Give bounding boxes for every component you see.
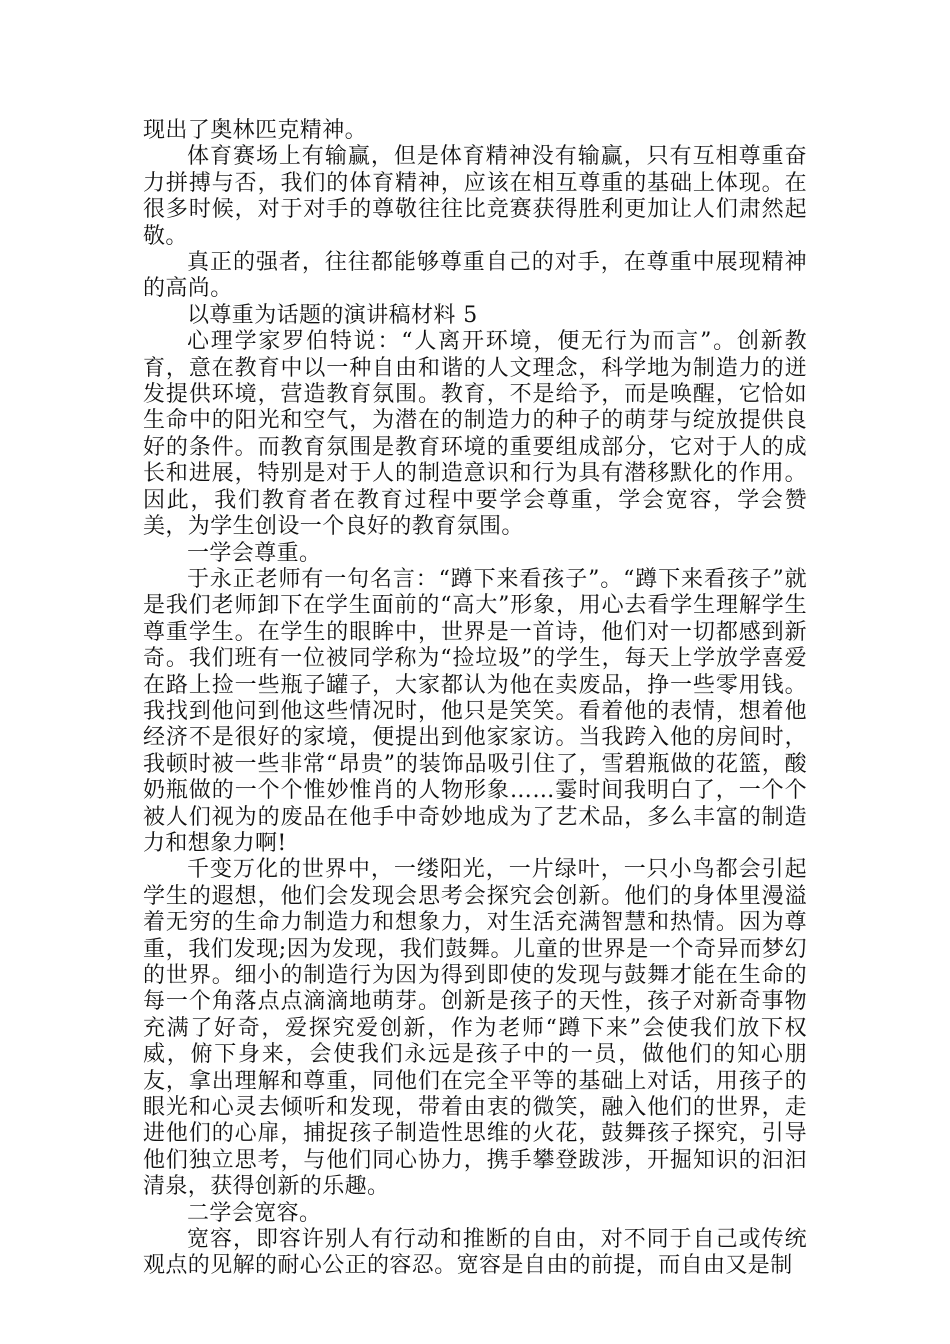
section-heading-material-5: 以尊重为话题的演讲稿材料 5 xyxy=(187,302,478,328)
paragraph-tolerance: 宽容，即容许别人有行动和推断的自由，对不同于自己或传统观点的见解的耐心公正的容忍。宽容是自由的前提，而自由又是制 xyxy=(143,1227,807,1279)
paragraph-sports-spirit: 体育赛场上有输赢，但是体育精神没有输赢，只有互相尊重奋力拼搏与否，我们的体育精神，应该在相互尊重的基础上体现。在很多时候，对于对手的尊敬往往比竞赛获得胜利更加让人们肃然起敬。 xyxy=(143,144,807,249)
subheading-learn-respect: 一学会尊重。 xyxy=(187,540,322,566)
paragraph-true-strong: 真正的强者，往往都能够尊重自己的对手，在尊重中展现精神的高尚。 xyxy=(143,250,807,302)
subheading-learn-tolerance: 二学会宽容。 xyxy=(187,1200,322,1226)
paragraph-changing-world: 千变万化的世界中，一缕阳光，一片绿叶，一只小鸟都会引起学生的遐想，他们会发现会思考会探究会创新。他们的身体里漫溢着无穷的生命力制造力和想象力，对生活充满智慧和热情。因为尊重，我们发现;因为发现，我们鼓舞。儿童的世界是一个奇异而梦幻的世界。细小的制造行为因为得到即使的发现与鼓舞才能在生命的每一个角落点点滴滴地萌芽。创新是孩子的天性，孩子对新奇事物充满了好奇，爱探究爱创新，作为老师“蹲下来”会使我们放下权威，俯下身来，会使我们永远是孩子中的一员，做他们的知心朋友，拿出理解和尊重，同他们在完全平等的基础上对话，用孩子的眼光和心灵去倾听和发现，带着由衷的微笑，融入他们的世界，走进他们的心扉，捕捉孩子制造性思维的火花，鼓舞孩子探究，引导他们独立思考，与他们同心协力，携手攀登跋涉，开掘知识的汩汩清泉，获得创新的乐趣。 xyxy=(143,857,807,1200)
paragraph-teacher-story: 于永正老师有一句名言：“蹲下来看孩子”。“蹲下来看孩子”就是我们老师卸下在学生面前的“高大”形象，用心去看学生理解学生尊重学生。在学生的眼眸中，世界是一首诗，他们对一切都感到新奇。我们班有一位被同学称为“捡垃圾”的学生，每天上学放学喜爱在路上捡一些瓶子罐子，大家都认为他在卖废品，挣一些零用钱。我找到他问到他这些情况时，他只是笑笑。看着他的表情，想着他经济不是很好的家境，便提出到他家家访。当我跨入他的房间时，我顿时被一些非常“昂贵”的装饰品吸引住了，雪碧瓶做的花篮，酸奶瓶做的一个个惟妙惟肖的人物形象……霎时间我明白了，一个个被人们视为的废品在他手中奇妙地成为了艺术品，多么丰富的制造力和想象力啊! xyxy=(143,566,807,856)
paragraph-continuation: 现出了奥林匹克精神。 xyxy=(143,118,368,143)
paragraph-psychologist-quote: 心理学家罗伯特说：“人离开环境，便无行为而言”。创新教育，意在教育中以一种自由和谐的人文理念，科学地为制造力的迸发提供环境，营造教育氛围。教育，不是给予，而是唤醒，它恰如生命中的阳光和空气，为潜在的制造力的种子的萌芽与绽放提供良好的条件。而教育氛围是教育环境的重要组成部分，它对于人的成长和进展，特别是对于人的制造意识和行为具有潜移默化的作用。因此，我们教育者在教育过程中要学会尊重，学会宽容，学会赞美，为学生创设一个良好的教育氛围。 xyxy=(143,329,807,540)
document-body xyxy=(143,118,807,1280)
